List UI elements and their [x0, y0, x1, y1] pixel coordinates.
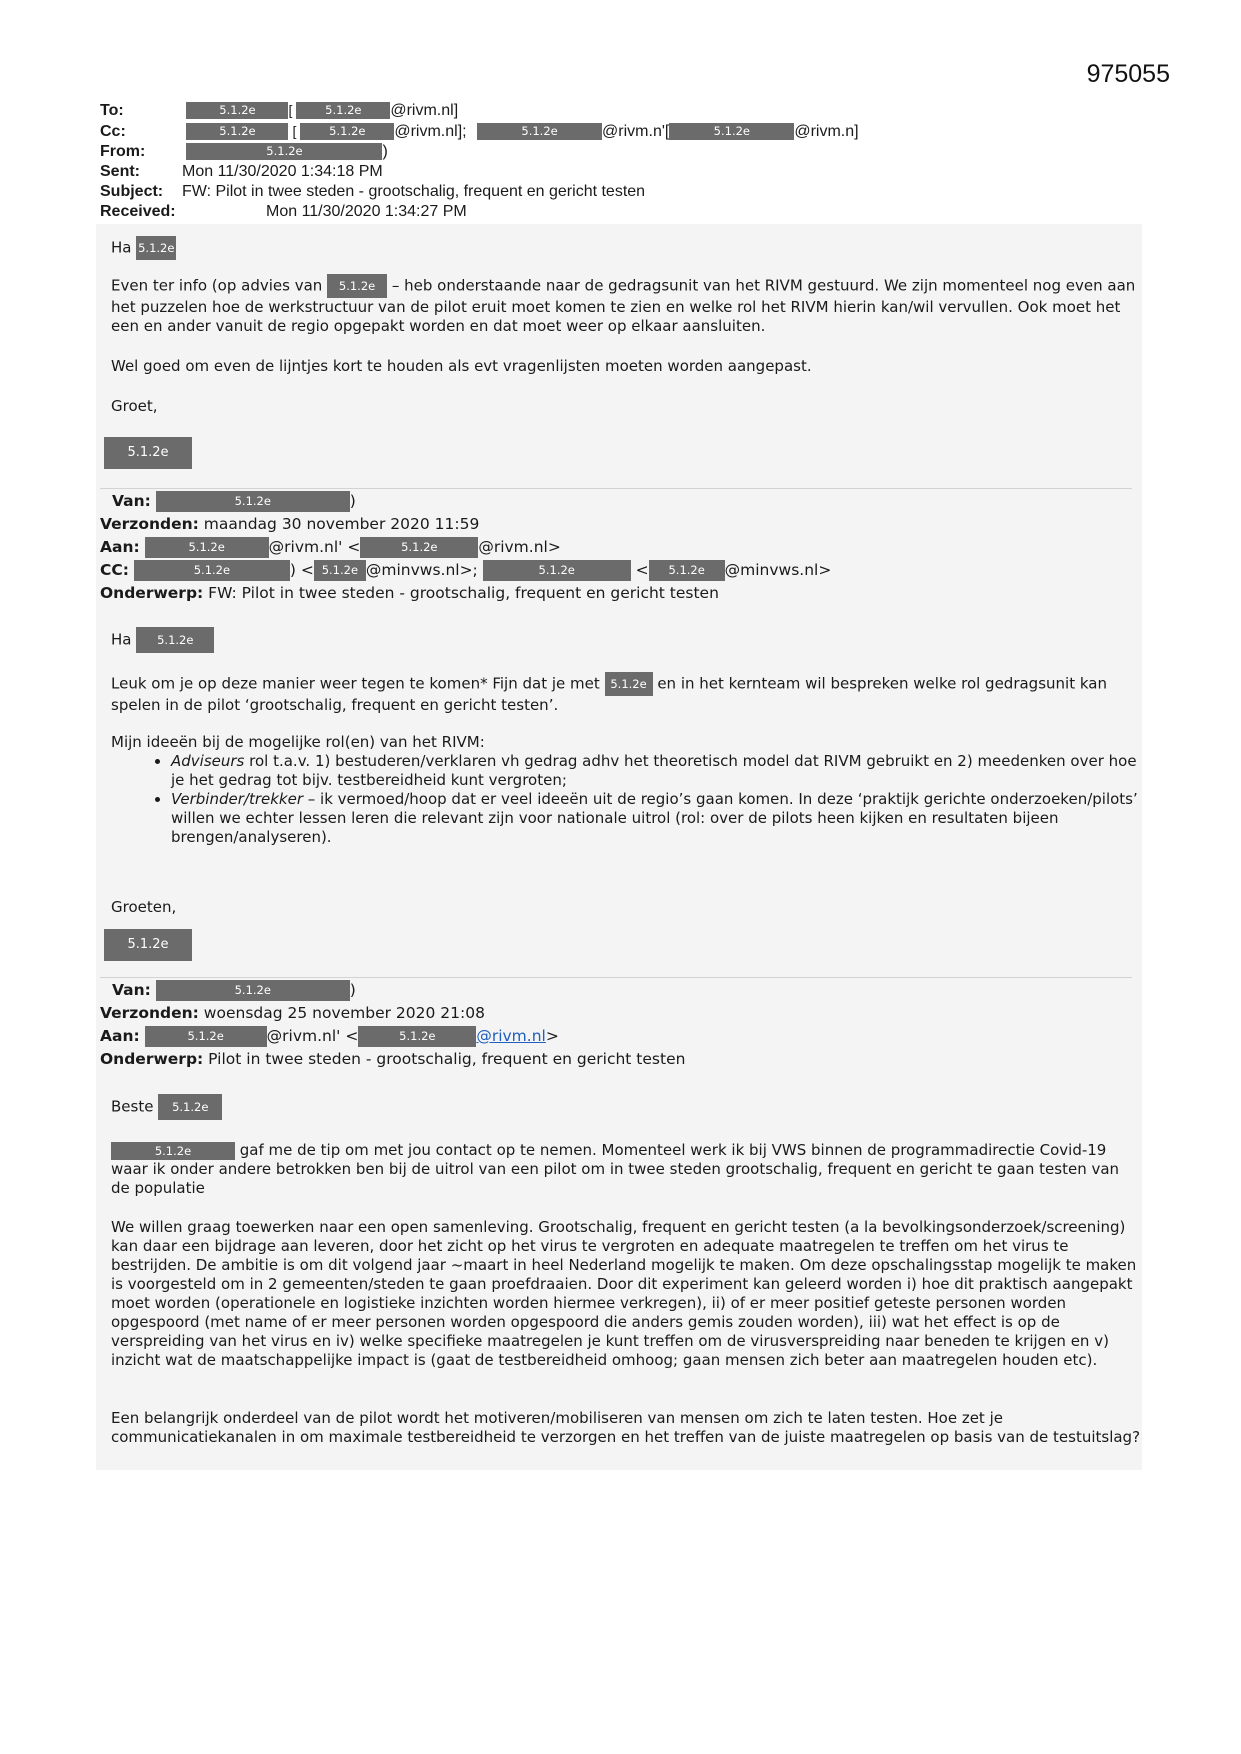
cc-row: Cc: 5.1.2e [ 5.1.2e @rivm.nl]; 5.1.2e @rivm.n'[ 5.1.2e @rivm.n]: [100, 123, 859, 140]
message2-closing: Groeten,: [111, 898, 177, 916]
cc-suffix-3: @rivm.n]: [794, 123, 859, 140]
redaction-box: 5.1.2e: [300, 123, 394, 140]
redaction-box: 5.1.2e: [156, 491, 350, 512]
redaction-box: 5.1.2e: [145, 1026, 267, 1047]
redaction-box: 5.1.2e: [136, 236, 176, 260]
van-label: Van:: [112, 492, 151, 510]
cc-label: CC:: [100, 561, 129, 579]
redaction-box: 5.1.2e: [327, 274, 387, 298]
message1-greeting: Ha 5.1.2e: [111, 236, 176, 260]
message3-paragraph2: We willen graag toewerken naar een open samenleving. Grootschalig, frequent en gericht testen (a la bevolkingsonderzoek/screening) kan daar een bijdrage aan leveren, door het zicht op het virus te vergroten en adequate maatregelen te treffen om het virus te bestrijden. De ambitie is om dit volgend jaar ~maart in heel Nederland mogelijk te maken. Om deze opschalingsstap mogelijk te maken is voorgesteld om in 2 gemeenten/steden te gaan proefdraaien. Door dit experiment kan geleerd worden i) hoe dit praktisch aangepakt moet worden (operationele en logistieke inzichten worden hiermee verkregen), ii) of er meer positief geteste personen worden opgespoord (met name of er meer personen worden opgespoord die anders gemis zouden worden), iii) wat het effect is op de verspreiding van het virus en iv) welke specifieke maatregelen je kunt treffen om de virusverspreiding naar beneden te krijgen en v) inzicht wat de maatschappelijke impact is (gaat de testbereidheid omhoog; gaan mensen zich beter aan maatregelen houden etc).: [111, 1218, 1137, 1369]
forward1-aan-row: Aan: 5.1.2e @rivm.nl' < 5.1.2e @rivm.nl>: [100, 538, 561, 556]
verzonden-label: Verzonden:: [100, 1004, 199, 1022]
subject-label: Subject:: [100, 183, 164, 200]
onderwerp-label: Onderwerp:: [100, 584, 204, 602]
verzonden-label: Verzonden:: [100, 515, 199, 533]
sent-row: [100, 162, 920, 182]
to-row: To: 5.1.2e [ 5.1.2e @rivm.nl]: [100, 102, 459, 119]
document-id: 975055: [1086, 60, 1170, 88]
redaction-box: 5.1.2e: [669, 123, 794, 140]
to-label: To:: [100, 102, 124, 119]
redaction-box: 5.1.2e: [186, 102, 288, 119]
forward1-van-row: Van: 5.1.2e ): [112, 492, 356, 510]
message3-paragraph3: Een belangrijk onderdeel van de pilot wordt het motiveren/mobiliseren van mensen om zich te laten testen. Hoe zet je communicatiekanalen in om maximale testbereidheid te verzorgen en het treffen van de juiste maatregelen op basis van de testuitslag?: [111, 1409, 1141, 1446]
redaction-box: 5.1.2e: [186, 123, 288, 140]
list-intro: Mijn ideeën bij de mogelijke rol(en) van het RIVM:: [111, 733, 485, 751]
verzonden-value: maandag 30 november 2020 11:59: [203, 515, 480, 533]
sent-value: Mon 11/30/2020 1:34:18 PM: [182, 163, 383, 180]
cc-label: Cc:: [100, 123, 126, 140]
redaction-box: 5.1.2e: [145, 537, 269, 558]
signature-redaction: 5.1.2e: [104, 929, 192, 961]
received-label: Received:: [100, 203, 176, 220]
redaction-box: 5.1.2e: [360, 537, 478, 558]
aan-label: Aan:: [100, 538, 140, 556]
redaction-box: 5.1.2e: [358, 1026, 476, 1047]
received-value: Mon 11/30/2020 1:34:27 PM: [266, 203, 467, 220]
redaction-box: 5.1.2e: [483, 560, 631, 581]
cc-suffix-2: @rivm.n'[: [602, 123, 670, 140]
forward2-onderwerp-row: [100, 1048, 1140, 1071]
redaction-box: 5.1.2e: [605, 672, 653, 696]
message2-paragraph1: Leuk om je op deze manier weer tegen te komen* Fijn dat je met 5.1.2e en in het kernteam wil bespreken welke rol gedragsunit kan spelen in de pilot ‘grootschalig, frequent en gericht testen’.: [111, 672, 1141, 715]
list-item: • Verbinder/trekker – ik vermoed/hoop dat er veel ideeën uit de regio’s gaan komen. In deze ‘praktijk gerichte onderzoeken/pilots’ willen we echter lessen leren die relevant zijn voor nationale uitrol (rol: over de pilots heen kijken en resultaten bijeen brengen/analyseren).: [171, 790, 1141, 847]
email-link[interactable]: @rivm.nl: [476, 1027, 546, 1045]
email-header: [100, 100, 920, 222]
from-suffix: ): [382, 143, 388, 160]
redaction-box: 5.1.2e: [134, 560, 290, 581]
redaction-box: 5.1.2e: [136, 627, 214, 653]
forward1-cc-row: CC: 5.1.2e ) < 5.1.2e @minvws.nl>; 5.1.2e < 5.1.2e @minvws.nl>: [100, 561, 832, 579]
forward1-verzonden-row: [100, 513, 1140, 536]
aan-label: Aan:: [100, 1027, 140, 1045]
forward2-aan-row: Aan: 5.1.2e @rivm.nl' < 5.1.2e @rivm.nl>: [100, 1027, 559, 1045]
separator-line: [100, 977, 1132, 978]
van-label: Van:: [112, 981, 151, 999]
cc-suffix-1: @rivm.nl];: [394, 123, 467, 140]
onderwerp-value: FW: Pilot in twee steden - grootschalig, frequent en gericht testen: [208, 584, 719, 602]
sent-label: Sent:: [100, 163, 140, 180]
forward1-onderwerp-row: [100, 582, 1140, 605]
redaction-box: 5.1.2e: [477, 123, 602, 140]
message2-greeting: Ha 5.1.2e: [111, 627, 214, 653]
from-label: From:: [100, 143, 146, 160]
separator-line: [100, 488, 1132, 489]
message1-paragraph1: Even ter info (op advies van 5.1.2e – heb onderstaande naar de gedragsunit van het RIVM gestuurd. We zijn momenteel nog even aan het puzzelen hoe de werkstructuur van de pilot eruit moet komen te zien en welke rol het RIVM hierin kan/wil vervullen. Ook moet het een en ander vanuit de regio opgepakt worden en dat moet weer op elkaar aansluiten.: [111, 274, 1141, 336]
redaction-box: 5.1.2e: [158, 1094, 222, 1120]
verzonden-value: woensdag 25 november 2020 21:08: [203, 1004, 485, 1022]
message2-list: [111, 733, 1141, 847]
message1-paragraph2: Wel goed om even de lijntjes kort te houden als evt vragenlijsten moeten worden aangepast.: [111, 357, 812, 375]
signature-redaction: 5.1.2e: [104, 437, 192, 469]
forward2-header: [100, 979, 1140, 1071]
forward2-verzonden-row: [100, 1002, 1140, 1025]
onderwerp-value: Pilot in twee steden - grootschalig, frequent en gericht testen: [208, 1050, 686, 1068]
redaction-box: 5.1.2e: [186, 143, 382, 160]
forward2-van-row: Van: 5.1.2e ): [112, 981, 356, 999]
received-row: [100, 202, 920, 222]
to-suffix: @rivm.nl]: [390, 102, 459, 119]
redaction-box: 5.1.2e: [111, 1142, 235, 1160]
subject-value: FW: Pilot in twee steden - grootschalig, frequent en gericht testen: [182, 183, 646, 200]
subject-row: [100, 182, 920, 202]
message3-greeting: Beste 5.1.2e: [111, 1094, 222, 1120]
message3-paragraph1: 5.1.2e gaf me de tip om met jou contact op te nemen. Momenteel werk ik bij VWS binnen de programmadirectie Covid-19 waar ik onder andere betrokken ben bij de uitrol van een pilot om in twee steden grootschalig, frequent en gericht te gaan testen van de populatie: [111, 1141, 1120, 1197]
onderwerp-label: Onderwerp:: [100, 1050, 204, 1068]
redaction-box: 5.1.2e: [649, 560, 725, 581]
role-list: [111, 752, 1141, 847]
redaction-box: 5.1.2e: [314, 560, 366, 581]
redaction-box: 5.1.2e: [156, 980, 350, 1001]
message1-closing: Groet,: [111, 397, 158, 415]
from-row: [100, 142, 920, 162]
forward1-header: [100, 490, 1140, 605]
redaction-box: 5.1.2e: [296, 102, 390, 119]
list-item: • Adviseurs rol t.a.v. 1) bestuderen/verklaren vh gedrag adhv het theoretisch model dat RIVM gebruikt en 2) meedenken over hoe je het gedrag tot bijv. testbereidheid kunt vergroten;: [171, 752, 1141, 790]
